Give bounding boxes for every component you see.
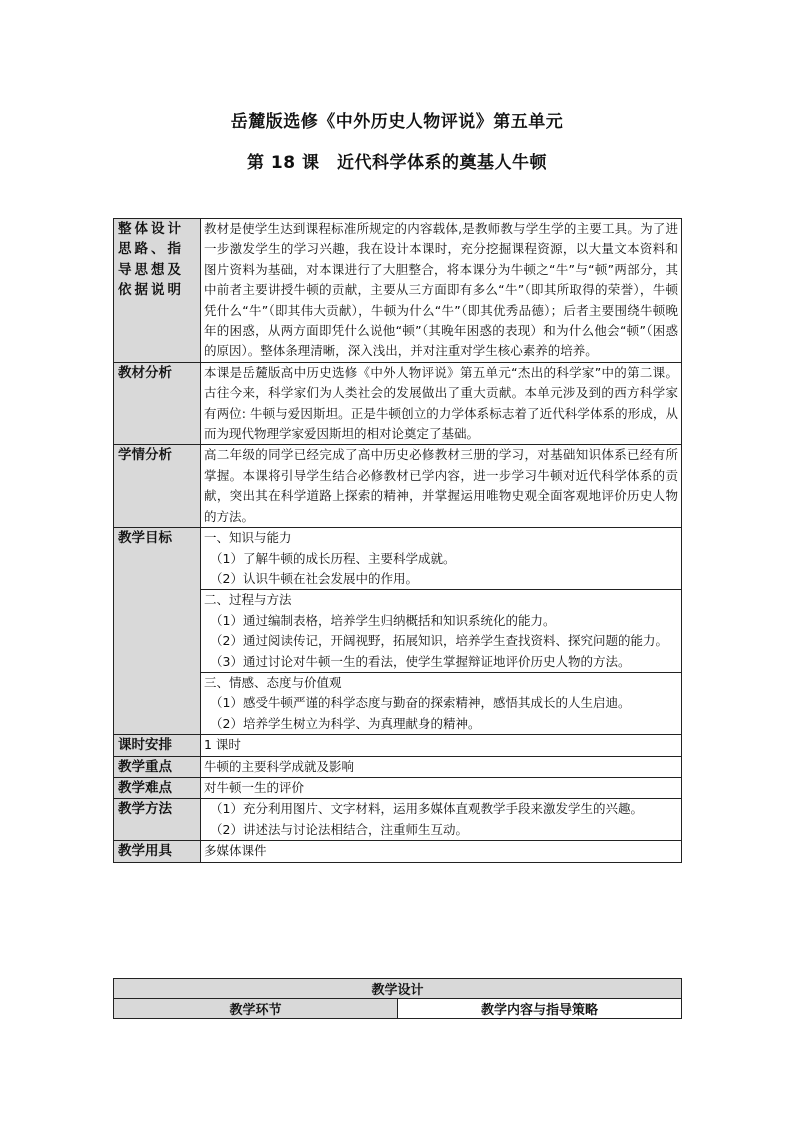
hours-text: 1 课时 bbox=[201, 735, 682, 756]
document-title: 岳麓版选修《中外历史人物评说》第五单元 bbox=[230, 112, 564, 132]
objective-group bbox=[201, 528, 682, 590]
objective-heading: 一、知识与能力 bbox=[204, 530, 292, 546]
column-header-content: 教学内容与指导策略 bbox=[398, 999, 682, 1019]
difficulty-text: 对牛顿一生的评价 bbox=[201, 777, 682, 798]
objective-group bbox=[201, 590, 682, 673]
row-label: 教学方法 bbox=[114, 799, 201, 841]
column-header-stage: 教学环节 bbox=[114, 999, 398, 1019]
table-row bbox=[114, 735, 682, 756]
table-row bbox=[114, 528, 682, 590]
row-label: 教学用具 bbox=[114, 841, 201, 862]
row-label: 教学难点 bbox=[114, 777, 201, 798]
row-label: 整体设计思路、指导思想及依据说明 bbox=[114, 219, 201, 363]
objective-heading: 二、过程与方法 bbox=[204, 592, 292, 608]
design-header: 教学设计 bbox=[114, 979, 682, 999]
table-row bbox=[114, 362, 682, 445]
objective-item: （2）认识牛顿在社会发展中的作用。 bbox=[210, 570, 418, 586]
key-point-text: 牛顿的主要科学成就及影响 bbox=[201, 756, 682, 777]
objective-heading: 三、情感、态度与价值观 bbox=[204, 674, 342, 690]
lesson-plan-table bbox=[113, 218, 682, 863]
row-label: 课时安排 bbox=[114, 735, 201, 756]
tools-text: 多媒体课件 bbox=[201, 841, 682, 862]
row-label: 学情分析 bbox=[114, 445, 201, 528]
table-row bbox=[114, 799, 682, 841]
objective-item: （2）通过阅读传记，开阔视野，拓展知识，培养学生查找资料、探究问题的能力。 bbox=[210, 633, 668, 649]
design-idea-text: 教材是使学生达到课程标准所规定的内容载体,是教师教与学生学的主要工具。为了进一步激发学生的学习兴趣，我在设计本课时，充分挖掘课程资源，以大量文本资料和图片资料为基础，对本课进行了大胆整合，将本课分为牛顿之“牛”与“顿”两部分，其中前者主要讲授牛顿的贡献，主要从三方面即有多么“牛”（即其所取得的荣誉），牛顿凭什么“牛”（即其伟大贡献），牛顿为什么“牛”（即其优秀品德）；后者主要围绕牛顿晚年的困惑，从两方面即凭什么说他“顿”（其晚年困惑的表现）和为什么他会“顿”（困惑的原因）。整体条理清晰，深入浅出，并对注重对学生核心素养的培养。 bbox=[201, 219, 682, 363]
objective-group bbox=[201, 672, 682, 734]
row-label: 教学重点 bbox=[114, 756, 201, 777]
objective-item: （1）感受牛顿严谨的科学态度与勤奋的探索精神，感悟其成长的人生启迪。 bbox=[210, 695, 631, 711]
table-row bbox=[114, 999, 682, 1019]
student-analysis-text: 高二年级的同学已经完成了高中历史必修教材三册的学习，对基础知识体系已经有所掌握。本课将引导学生结合必修教材已学内容，进一步学习牛顿对近代科学体系的贡献，突出其在科学道路上探索的精神，并掌握运用唯物史观全面客观地评价历史人物的方法。 bbox=[201, 445, 682, 528]
row-label: 教学目标 bbox=[114, 528, 201, 735]
teaching-design-table bbox=[113, 978, 682, 1019]
objective-item: （1）通过编制表格，培养学生归纳概括和知识系统化的能力。 bbox=[210, 612, 556, 628]
objective-item: （3）通过讨论对牛顿一生的看法，使学生掌握辩证地评价历史人物的方法。 bbox=[210, 653, 631, 669]
table-row bbox=[114, 219, 682, 363]
table-row bbox=[114, 979, 682, 999]
table-row bbox=[114, 841, 682, 862]
method-item: （1）充分利用图片、文字材料，运用多媒体直观教学手段来激发学生的兴趣。 bbox=[210, 801, 643, 817]
objective-item: （1）了解牛顿的成长历程、主要科学成就。 bbox=[210, 550, 456, 566]
table-row bbox=[114, 777, 682, 798]
method-item: （2）讲述法与讨论法相结合，注重师生互动。 bbox=[210, 821, 468, 837]
lesson-title: 第 18 课 近代科学体系的奠基人牛顿 bbox=[247, 153, 547, 173]
textbook-analysis-text: 本课是岳麓版高中历史选修《中外人物评说》第五单元“杰出的科学家”中的第二课。古往今来，科学家们为人类社会的发展做出了重大贡献。本单元涉及到的西方科学家有两位: 牛顿与爱因斯坦。正是牛顿创立的力学体系标志着了近代科学体系的形成，从而为现代物理学家爱因斯坦的相对论奠定了基础。 bbox=[201, 362, 682, 445]
objective-item: （2）培养学生树立为科学、为真理献身的精神。 bbox=[210, 715, 481, 731]
row-label: 教材分析 bbox=[114, 362, 201, 445]
table-row bbox=[114, 445, 682, 528]
methods-cell bbox=[201, 799, 682, 841]
table-row bbox=[114, 756, 682, 777]
